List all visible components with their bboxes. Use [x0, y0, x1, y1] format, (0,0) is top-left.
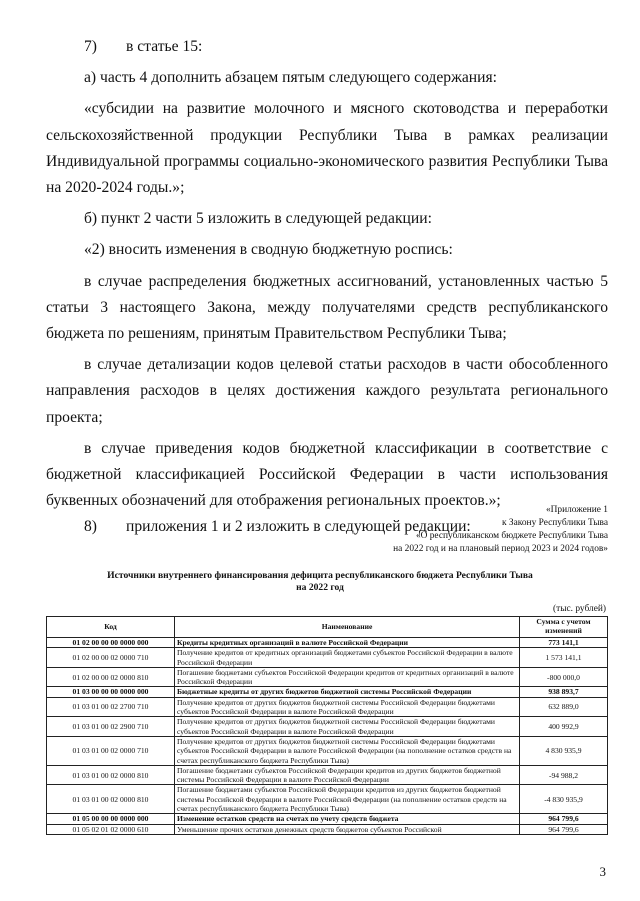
case-classification: в случае приведения кодов бюджетной классификации в соответствие с бюджетной классификацией Российской Федерации в части использования буквенных обозначений для отображения региональных проектов.»; — [46, 439, 608, 510]
subitem-b: б) пункт 2 части 5 изложить в следующей редакции: — [84, 210, 432, 228]
table-row — [47, 648, 608, 668]
row-amount: 632 889,0 — [520, 697, 608, 717]
table-row — [47, 697, 608, 717]
item-7-text: в статье 15: — [126, 38, 203, 55]
row-amount: 938 893,7 — [520, 687, 608, 697]
item-7 — [46, 34, 608, 60]
table-title-line-1: Источники внутреннего финансирования дефицита республиканского бюджета Республики Тыва — [107, 570, 533, 581]
row-name: Получение кредитов от других бюджетов бюджетной системы Российской Федерации бюджетами субъектов Российской Федерации в валюте Российской Федерации — [175, 717, 520, 737]
table-row — [47, 638, 608, 648]
subitem-a: а) часть 4 дополнить абзацем пятым следующего содержания: — [84, 69, 497, 87]
item-7-number: 7) — [84, 38, 97, 55]
table-row — [47, 667, 608, 687]
table-row — [47, 785, 608, 814]
row-name: Погашение бюджетами субъектов Российской Федерации кредитов из других бюджетов бюджетной системы Российской Федерации в валюте Российской Федерации (на пополнение остатков средств на счетах республиканского бюджета Республики Тыва) — [175, 785, 520, 814]
row-name: Кредиты кредитных организаций в валюте Российской Федерации — [175, 638, 520, 648]
appendix-line-1: «Приложение 1 — [545, 505, 608, 515]
case-distribution: в случае распределения бюджетных ассигнований, установленных частью 5 статьи 3 настоящего Закона, между получателями средств республиканского бюджета по решениям, принятым Правительством Республики Тыва; — [46, 272, 608, 343]
row-code: 01 03 01 00 02 2900 710 — [47, 717, 175, 737]
row-code: 01 02 00 00 02 0000 710 — [47, 648, 175, 668]
row-amount: 4 830 935,9 — [520, 736, 608, 765]
table-row — [47, 717, 608, 737]
table-title — [60, 570, 580, 594]
row-code: 01 03 01 00 02 0000 810 — [47, 765, 175, 785]
page-number: 3 — [599, 864, 606, 879]
case-detailing: в случае детализации кодов целевой статьи расходов в части обособленного направления расходов в целях достижения каждого результата регионального проекта; — [46, 356, 608, 426]
table-title-line-2: на 2022 год — [296, 582, 344, 593]
row-code: 01 05 00 00 00 0000 000 — [47, 814, 175, 824]
row-code: 01 02 00 00 02 0000 810 — [47, 667, 175, 687]
header-name: Наименование — [175, 617, 520, 638]
table-header-row — [47, 617, 608, 638]
row-name: Получение кредитов от других бюджетов бюджетной системы Российской Федерации бюджетами субъектов Российской Федерации в валюте Российской Федерации — [175, 697, 520, 717]
row-code: 01 02 00 00 00 0000 000 — [47, 638, 175, 648]
row-amount: 400 992,9 — [520, 717, 608, 737]
table-row — [47, 736, 608, 765]
row-amount: 1 573 141,1 — [520, 648, 608, 668]
row-amount: -94 988,2 — [520, 765, 608, 785]
header-code: Код — [47, 617, 175, 638]
subsidy-quote: «субсидии на развитие молочного и мясного скотоводства и переработки сельскохозяйственной продукции Республики Тыва в рамках реализации Индивидуальной программы социально-экономического развития Республики Тыва на 2020-2024 годы.»; — [46, 100, 608, 197]
row-code: 01 03 01 00 02 0000 810 — [47, 785, 175, 814]
row-name: Бюджетные кредиты от других бюджетов бюджетной системы Российской Федерации — [175, 687, 520, 697]
appendix-line-2: к Закону Республики Тыва — [502, 518, 608, 528]
row-name: Изменение остатков средств на счетах по учету средств бюджета — [175, 814, 520, 824]
row-name: Уменьшение прочих остатков денежных средств бюджетов субъектов Российской — [175, 824, 520, 834]
row-amount: -4 830 935,9 — [520, 785, 608, 814]
appendix-line-4: на 2022 год и на плановый период 2023 и 2024 годов» — [393, 544, 608, 554]
table-row — [47, 765, 608, 785]
row-code: 01 03 00 00 00 0000 000 — [47, 687, 175, 697]
row-amount: -800 000,0 — [520, 667, 608, 687]
row-code: 01 03 01 00 02 0000 710 — [47, 736, 175, 765]
financing-sources-table — [46, 616, 608, 835]
point-2-intro: «2) вносить изменения в сводную бюджетную роспись: — [84, 241, 453, 259]
header-amount: Сумма с учетом изменений — [520, 617, 608, 638]
row-amount: 773 141,1 — [520, 638, 608, 648]
amendment-text — [46, 34, 608, 541]
appendix-line-3: «О республиканском бюджете Республики Тыва — [415, 531, 608, 541]
table-row — [47, 687, 608, 697]
row-name: Погашение бюджетами субъектов Российской Федерации кредитов от кредитных организаций в валюте Российской Федерации — [175, 667, 520, 687]
table-row — [47, 814, 608, 824]
appendix-header — [393, 504, 608, 556]
row-code: 01 05 02 01 02 0000 610 — [47, 824, 175, 834]
row-name: Погашение бюджетами субъектов Российской Федерации кредитов из других бюджетов бюджетной системы Российской Федерации в валюте Российской Федерации — [175, 765, 520, 785]
row-name: Получение кредитов от других бюджетов бюджетной системы Российской Федерации бюджетами субъектов Российской Федерации в валюте Российской Федерации (на пополнение остатков средств на счетах республиканского бюджета Республики Тыва) — [175, 736, 520, 765]
item-8-number: 8) — [84, 518, 97, 536]
row-name: Получение кредитов от кредитных организаций бюджетами субъектов Российской Федерации в валюте Российской Федерации — [175, 648, 520, 668]
units-label: (тыс. рублей) — [552, 604, 606, 614]
table-row — [47, 824, 608, 834]
row-amount: 964 799,6 — [520, 814, 608, 824]
item-8-text: приложения 1 и 2 изложить в следующей редакции: — [126, 518, 471, 536]
row-amount: 964 799,6 — [520, 824, 608, 834]
row-code: 01 03 01 00 02 2700 710 — [47, 697, 175, 717]
